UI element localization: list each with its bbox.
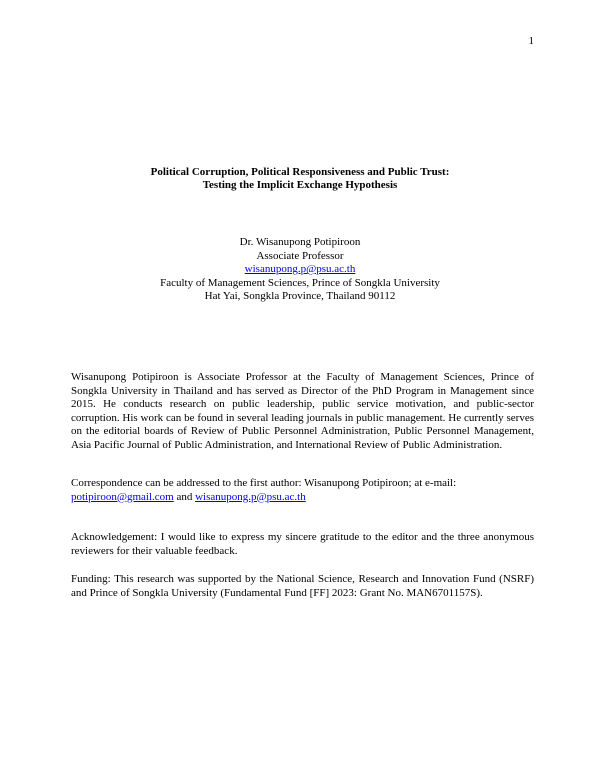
paper-title	[0, 166, 600, 192]
correspondence	[71, 477, 534, 504]
correspondence-email-2[interactable]: wisanupong.p@psu.ac.th	[195, 490, 306, 503]
author-name: Dr. Wisanupong Potipiroon	[239, 236, 361, 248]
correspondence-and: and	[176, 490, 193, 503]
correspondence-email-1[interactable]: potipiroon@gmail.com	[71, 490, 174, 503]
author-block	[0, 236, 600, 304]
acknowledgement: Acknowledgement: I would like to express my sincere gratitude to the editor and the three anonymous reviewers for their valuable feedback.	[71, 531, 534, 557]
author-position: Associate Professor	[256, 249, 344, 262]
author-email-link[interactable]: wisanupong.p@psu.ac.th	[244, 263, 356, 275]
funding: Funding: This research was supported by the National Science, Research and Innovation Fund (NSRF) and Prince of Songkla University (Fundamental Fund [FF] 2023: Grant No. MAN6701157S).	[71, 573, 534, 599]
title-line-1: Political Corruption, Political Responsiveness and Public Trust:	[150, 166, 450, 178]
title-line-2: Testing the Implicit Exchange Hypothesis	[202, 179, 398, 191]
author-bio: Wisanupong Potipiroon is Associate Professor at the Faculty of Management Sciences, Prince of Songkla University in Thailand and has served as Director of the PhD Program in Management since 2015. He conducts research on public leadership, public service motivation, and public-sector corruption. His work can be found in several leading journals in public management. He currently serves on the editorial boards of Review of Public Personnel Administration, Public Personnel Management, Asia Pacific Journal of Public Administration, and International Review of Public Administration.	[71, 371, 534, 451]
author-affiliation: Faculty of Management Sciences, Prince of Songkla University	[160, 276, 440, 289]
page-number: 1	[528, 35, 534, 47]
correspondence-text: Correspondence can be addressed to the first author: Wisanupong Potipiroon; at e-mail:	[71, 477, 457, 489]
author-address: Hat Yai, Songkla Province, Thailand 90112	[204, 290, 396, 302]
